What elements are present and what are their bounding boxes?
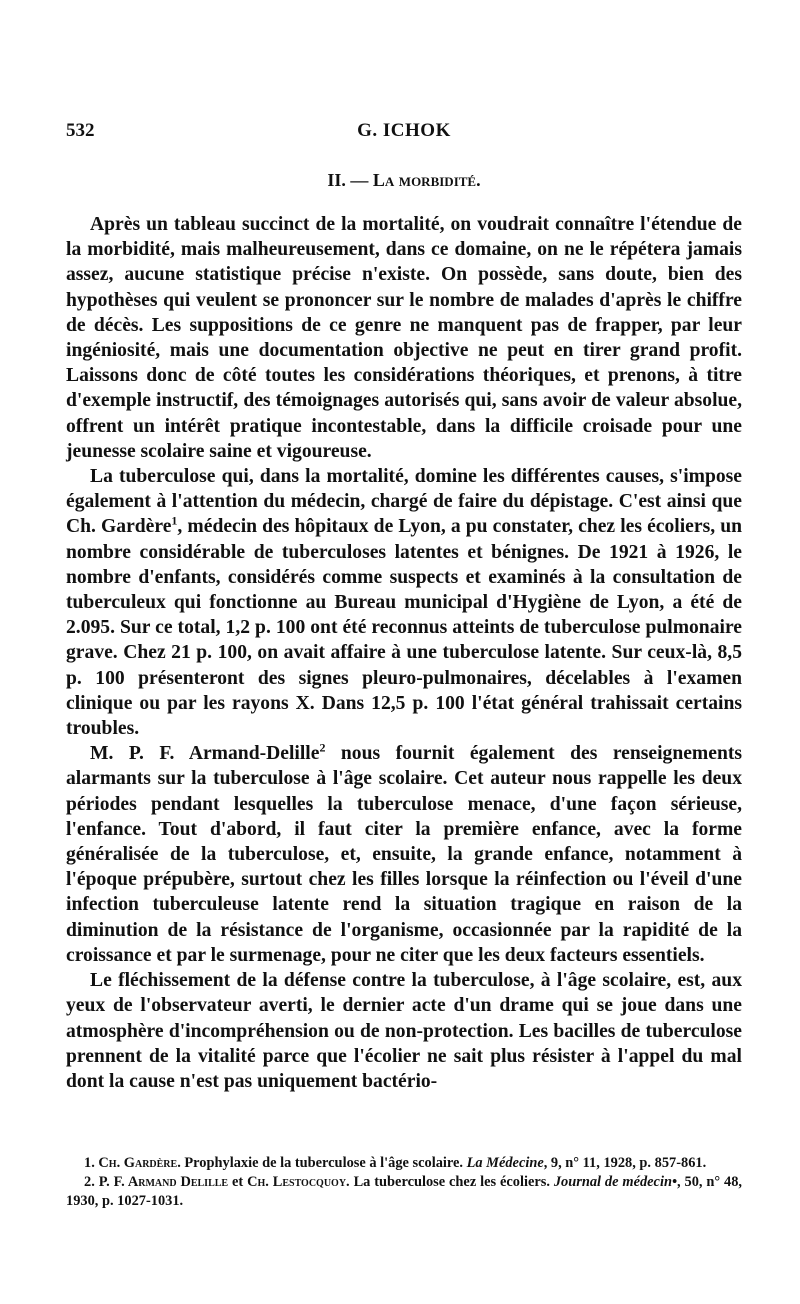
paragraph-2-end: , médecin des hôpitaux de Lyon, a pu constater, chez les écoliers, un nombre considérable de tuberculoses latentes et bénignes. De 1921 à 1926, le nombre d'enfants, considérés comme suspects et examinés à la consultation de tuberculeux qui fonctionne au Bureau municipal d'Hygiène de Lyon, a été de 2.095. Sur ce total, 1,2 p. 100 ont été reconnus atteints de tuberculose pulmonaire grave. Chez 21 p. 100, on avait affaire à une tuberculose latente. Sur ceux-là, 8,5 p. 100 présenteront des signes pleuro-pulmonaires, décelables à l'examen clinique ou par les rayons X. Dans 12,5 p. 100 l'état général trahissait certains troubles. [66,516,742,740]
footnote-2-conjunction: et [228,1174,248,1190]
section-title [66,170,742,196]
footnote-2-author-b: Ch. Lestocquoy. [247,1174,350,1190]
paragraph-2-start: La tuberculose qui, dans la mortalité, domine les différentes causes, s'impose également à l'attention du médecin, chargé de faire du dépistage. C'est ainsi que Ch. Gardère [66,466,742,538]
footnote-1-author: Ch. Gardère. [98,1155,181,1171]
footnote-1-number: 1. [84,1155,95,1171]
section-title-text: La morbidité. [372,170,481,190]
footnote-marker-2: 2 [319,740,326,755]
footnote-1 [66,1154,742,1173]
body-text [66,212,742,1094]
paragraph-3-start: M. P. F. Armand-Delille [90,743,320,765]
footnote-1-details: , 9, n° 11, 1928, p. 857-861. [543,1155,707,1171]
paragraph-2 [66,464,742,741]
footnote-2-details: , 50, n° 48, 1930, p. 1027-1031. [66,1174,743,1209]
footnote-2 [66,1173,742,1211]
footnote-1-title: Prophylaxie de la tuberculose à l'âge scolaire. [180,1155,467,1171]
section-numeral: II. — [327,170,369,190]
footnote-marker-1: 1 [171,513,178,528]
paragraph-3 [66,741,742,968]
paragraph-3-end: nous fournit également des renseignements alarmants sur la tuberculose à l'âge scolaire. Cet auteur nous rappelle les deux périodes pendant lesquelles la tuberculose menace, d'une façon sérieuse, l'enfance. Tout d'abord, il faut citer la première enfance, avec la forme généralisée de la tuberculose, et, ensuite, la grande enfance, notamment à l'époque prépubère, surtout chez les filles lorsque la réinfection ou l'éveil d'une infection tuberculeuse latente rend la situation tragique en raison de la diminution de la résistance de l'organisme, occasionnée par la rapidité de la croissance et par le surmenage, pour ne citer que les deux facteurs essentiels. [66,743,742,966]
footnotes [66,1154,742,1211]
footnote-2-author-a: P. F. Armand Delille [98,1174,229,1190]
footnote-1-journal: La Médecine [466,1155,544,1171]
paragraph-1: Après un tableau succinct de la mortalité, on voudrait connaître l'étendue de la morbidité, mais malheureusement, dans ce domaine, on ne le répétera jamais assez, aucune statistique précise n'existe. On possède, sans doute, bien des hypothèses qui veulent se prononcer sur le nombre de malades d'après le chiffre de décès. Les suppositions de ce genre ne manquent pas de frapper, par leur ingéniosité, mais une documentation objective ne peut en tirer grand profit. Laissons donc de côté toutes les considérations théoriques, et prenons, à titre d'exemple instructif, des témoignages autorisés qui, sans avoir de valeur absolue, offrent un intérêt pratique incontestable, dans la difficile croisade pour une jeunesse scolaire saine et vigoureuse. [66,214,742,462]
running-head-author: G. ICHOK [357,120,451,141]
page [66,120,742,1094]
footnote-2-title: La tuberculose chez les écoliers. [349,1174,554,1190]
running-head [66,120,742,148]
footnote-2-journal: Journal de médecin• [553,1174,677,1190]
footnote-2-number: 2. [84,1174,95,1190]
page-number: 532 [66,120,95,141]
paragraph-4: Le fléchissement de la défense contre la tuberculose, à l'âge scolaire, est, aux yeux de l'observateur averti, le dernier acte d'un drame qui se joue dans une atmosphère d'incompréhension ou de non-protection. Les bacilles de tuberculose prennent de la vitalité parce que l'écolier ne sait plus résister à l'appel du mal dont la cause n'est pas uniquement bactério- [66,970,742,1092]
